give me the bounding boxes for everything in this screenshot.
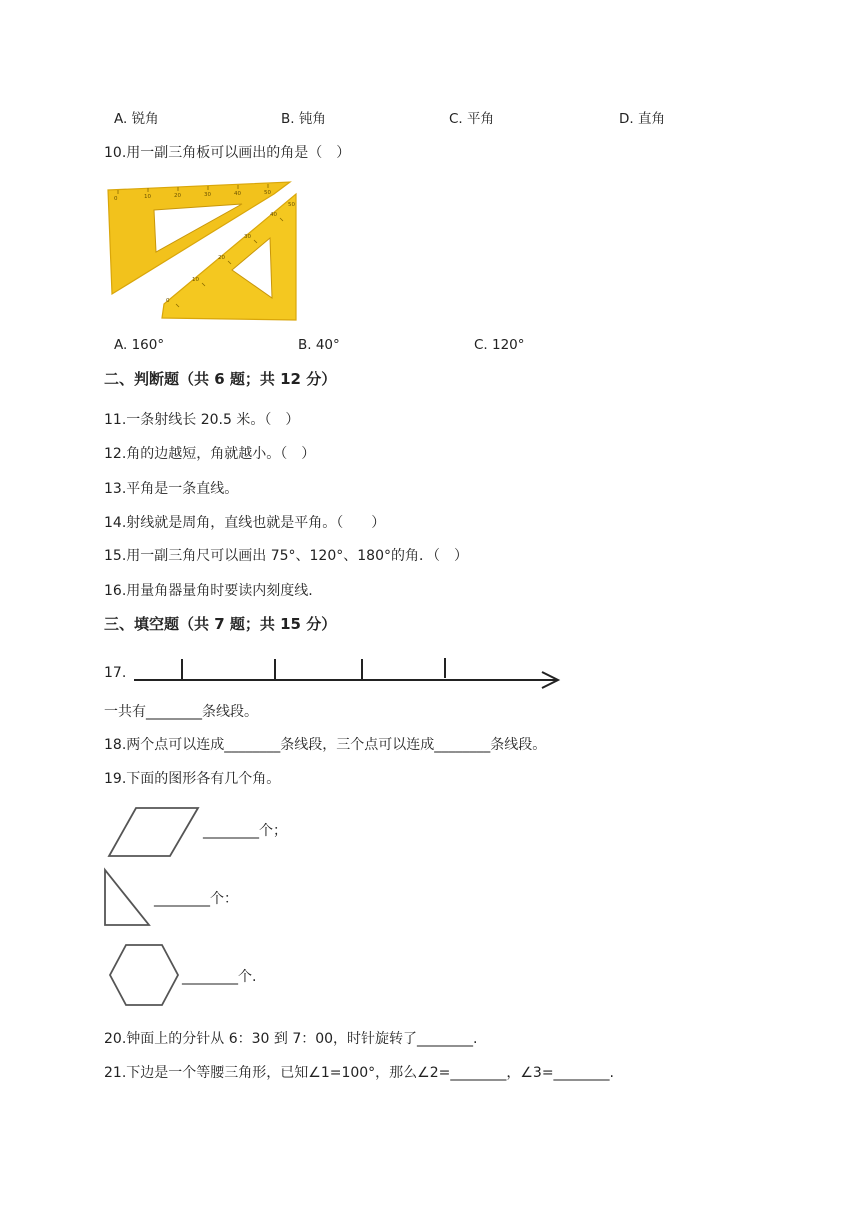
- q21-text: 21.下边是一个等腰三角形，已知∠1=100°，那么∠2=________，∠3=________.: [104, 1065, 615, 1081]
- q15-text: 15.用一副三角尺可以画出 75°、120°、180°的角．（ ）: [104, 548, 468, 564]
- small-ruler-tick: 30: [244, 234, 251, 240]
- q10-option-c: C. 120°: [474, 337, 525, 353]
- big-ruler-tick: 50: [264, 190, 271, 196]
- big-ruler-tick: 40: [234, 191, 241, 197]
- big-ruler-tick: 10: [144, 194, 151, 200]
- triangle-figure: [102, 868, 152, 928]
- small-ruler-tick: 20: [218, 255, 225, 261]
- q11-text: 11.一条射线长 20.5 米。（ ）: [104, 412, 300, 428]
- q19-blank-parallelogram: ________个；: [203, 823, 287, 839]
- q17-ray-diagram: [134, 654, 564, 690]
- q20-text: 20.钟面上的分针从 6：30 到 7：00，时针旋转了________.: [104, 1031, 478, 1047]
- small-ruler-tick: 50: [288, 202, 295, 208]
- parallelogram-figure: [106, 806, 200, 858]
- q13-text: 13.平角是一条直线。: [104, 481, 239, 497]
- q16-text: 16.用量角器量角时要读内刻度线.: [104, 583, 313, 599]
- q17-followup: 一共有________条线段。: [104, 704, 258, 720]
- q12-text: 12.角的边越短，角就越小。（ ）: [104, 446, 316, 462]
- section3-heading: 三、填空题（共 7 题；共 15 分）: [104, 615, 337, 633]
- q10-option-b: B. 40°: [298, 337, 340, 353]
- q18-text: 18.两个点可以连成________条线段，三个点可以连成________条线段。: [104, 737, 547, 753]
- q10-option-a: A. 160°: [114, 337, 165, 353]
- q19-text: 19.下面的图形各有几个角。: [104, 771, 281, 787]
- q17-number: 17.: [104, 665, 127, 681]
- q9-option-c: C. 平角: [449, 111, 495, 127]
- set-square-image: [104, 178, 304, 320]
- section2-heading: 二、判断题（共 6 题；共 12 分）: [104, 370, 337, 388]
- q10-text: 10.用一副三角板可以画出的角是（ ）: [104, 145, 351, 161]
- q19-blank-hexagon: ________个.: [182, 969, 257, 985]
- small-ruler-tick: 10: [192, 277, 199, 283]
- big-ruler-tick: 20: [174, 193, 181, 199]
- q14-text: 14.射线就是周角，直线也就是平角。（ ）: [104, 515, 386, 531]
- q9-option-b: B. 钝角: [281, 111, 326, 127]
- big-ruler-tick: 30: [204, 192, 211, 198]
- q19-blank-triangle: ________个：: [154, 891, 238, 907]
- hexagon-figure: [108, 943, 180, 1007]
- q9-option-a: A. 锐角: [114, 111, 159, 127]
- small-ruler-tick: 0: [166, 298, 170, 304]
- small-ruler-tick: 40: [270, 212, 277, 218]
- big-ruler-tick: 0: [114, 196, 118, 202]
- q9-option-d: D. 直角: [619, 111, 665, 127]
